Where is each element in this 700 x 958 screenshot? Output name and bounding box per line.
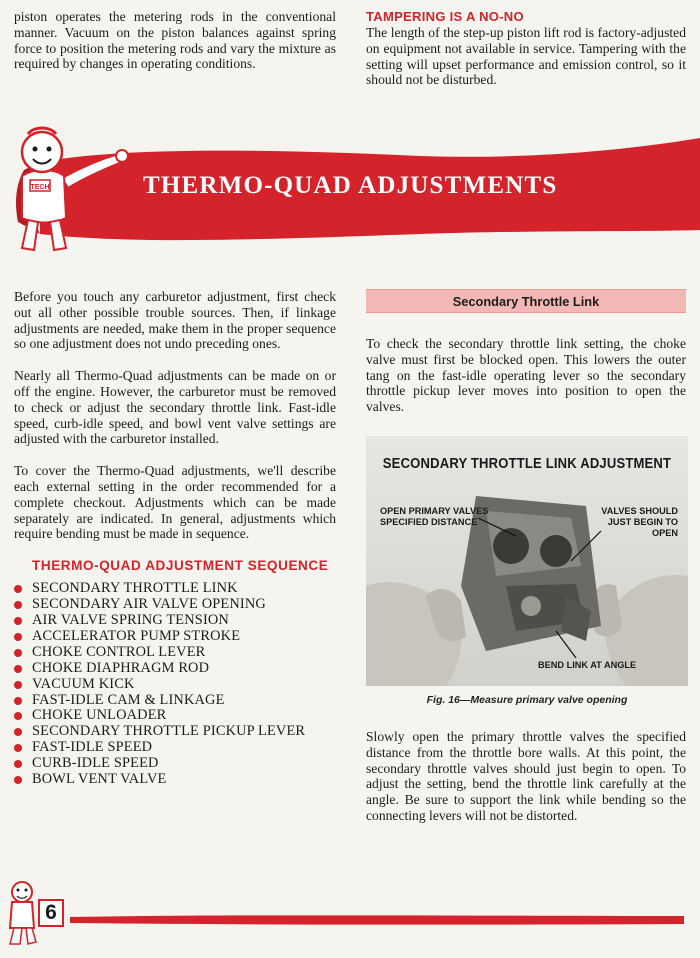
sequence-item xyxy=(14,772,336,788)
top-left-text xyxy=(14,9,336,72)
sequence-item xyxy=(14,756,336,772)
label-open-primary: OPEN PRIMARY VALVES SPECIFIED DISTANCE xyxy=(380,506,489,527)
sequence-item-label: CHOKE UNLOADER xyxy=(32,707,167,724)
sequence-item-label: BOWL VENT VALVE xyxy=(32,771,167,788)
link-check-paragraph: To check the secondary throttle link setting, the choke valve must first be blocked open. This lowers the outer tang on the fast-idle operating lever so the secondary throttle pickup lever moves into position to open the valves. xyxy=(366,336,686,415)
sequence-item-label: CURB-IDLE SPEED xyxy=(32,755,159,772)
sequence-item-label: CHOKE DIAPHRAGM ROD xyxy=(32,659,210,676)
bullet-icon xyxy=(14,585,22,593)
sequence-item-label: ACCELERATOR PUMP STROKE xyxy=(32,627,241,644)
label-valves-open: VALVES SHOULD JUST BEGIN TO OPEN xyxy=(601,506,678,538)
sequence-item-label: SECONDARY THROTTLE PICKUP LEVER xyxy=(32,723,306,740)
sequence-title: THERMO-QUAD ADJUSTMENT SEQUENCE xyxy=(32,558,329,574)
tampering-heading: TAMPERING IS A NO-NO xyxy=(366,9,524,24)
top-left-paragraph: piston operates the metering rods in the conventional manner. Vacuum on the piston balances against spring force to position the metering rods and vary the mixture as required by changes in operating conditions. xyxy=(14,9,336,72)
bullet-icon xyxy=(14,601,22,609)
sequence-item-label: FAST-IDLE SPEED xyxy=(32,739,153,756)
sequence-item xyxy=(14,629,336,645)
sequence-item xyxy=(14,677,336,693)
sequence-item xyxy=(14,708,336,724)
bullet-icon xyxy=(14,633,22,641)
page-title: THERMO-QUAD ADJUSTMENTS xyxy=(143,172,558,199)
sequence-item xyxy=(14,581,336,597)
sequence-item xyxy=(14,661,336,677)
mascot-small-icon xyxy=(10,882,36,944)
adjust-link-paragraph: Slowly open the primary throttle valves the specified distance from the throttle bore walls. At this point, the secondary throttle valves should just begin to open. To adjust the setting, bend the throttle link carefully at the angle. Be sure to support the link while bending so the connecting levers will not be distorted. xyxy=(366,729,686,823)
bullet-icon xyxy=(14,728,22,736)
carburetor-photo-illustration xyxy=(366,436,688,686)
footer-bar xyxy=(0,870,700,950)
sequence-item xyxy=(14,645,336,661)
intro-paragraph-3: To cover the Thermo-Quad adjustments, we'll describe each external setting in the order recommended for a complete checkout. Adjustments which can be made separately are indicated. In general, adjustments which require bending must be made in sequence. xyxy=(14,463,336,542)
footer-red-line xyxy=(70,915,684,924)
section-title-bar: Secondary Throttle Link xyxy=(366,289,686,313)
sequence-item-label: VACUUM KICK xyxy=(32,675,135,692)
figure-photo xyxy=(366,436,688,686)
right-bottom-text xyxy=(366,729,686,824)
figure-caption: Fig. 16—Measure primary valve opening xyxy=(426,694,628,706)
left-column xyxy=(14,289,336,788)
sequence-item xyxy=(14,613,336,629)
top-right-text xyxy=(366,9,686,88)
bullet-icon xyxy=(14,681,22,689)
sequence-item xyxy=(14,724,336,740)
bullet-icon xyxy=(14,712,22,720)
bullet-icon xyxy=(14,649,22,657)
sequence-item xyxy=(14,693,336,709)
intro-paragraph-2: Nearly all Thermo-Quad adjustments can be made on or off the engine. However, the carburetor must be removed to check or adjust the secondary throttle link. Fast-idle speed, curb-idle speed, and bowl vent valve settings are adjusted with the carburetor installed. xyxy=(14,368,336,447)
bullet-icon xyxy=(14,697,22,705)
sequence-list xyxy=(14,581,336,788)
figure-title: SECONDARY THROTTLE LINK ADJUSTMENT xyxy=(382,456,672,472)
svg-text:TECH: TECH xyxy=(30,184,50,191)
bullet-icon xyxy=(14,776,22,784)
bullet-icon xyxy=(14,617,22,625)
sequence-item xyxy=(14,597,336,613)
bullet-icon xyxy=(14,665,22,673)
right-column xyxy=(366,289,686,415)
intro-paragraph-1: Before you touch any carburetor adjustment, first check out all other possible trouble sources. Then, if linkage adjustments are needed, make them in the proper sequence so one adjustment does not undo preceding ones. xyxy=(14,289,336,352)
sequence-item xyxy=(14,740,336,756)
page-number: 6 xyxy=(38,899,64,927)
sequence-item-label: SECONDARY THROTTLE LINK xyxy=(32,580,238,597)
sequence-item-label: CHOKE CONTROL LEVER xyxy=(32,643,206,660)
bullet-icon xyxy=(14,744,22,752)
bullet-icon xyxy=(14,760,22,768)
tampering-paragraph: The length of the step-up piston lift rod is factory-adjusted on equipment not available in service. Tampering with the setting will upset performance and emission control, so it should not be disturbed. xyxy=(366,25,686,88)
sequence-item-label: FAST-IDLE CAM & LINKAGE xyxy=(32,691,225,708)
label-bend-link: BEND LINK AT ANGLE xyxy=(538,660,637,670)
sequence-item-label: AIR VALVE SPRING TENSION xyxy=(32,611,229,628)
sequence-item-label: SECONDARY AIR VALVE OPENING xyxy=(32,596,266,613)
